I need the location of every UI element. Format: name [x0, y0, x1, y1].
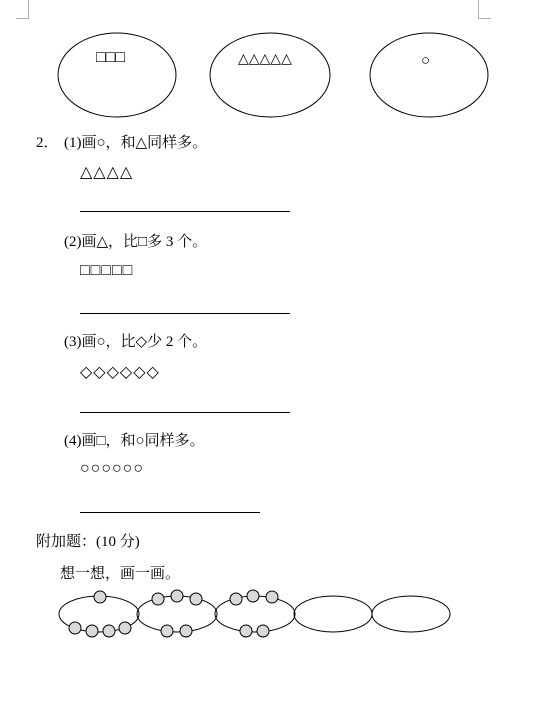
bead: [247, 590, 259, 602]
q2-part4-answer-line[interactable]: [80, 512, 260, 513]
bonus-instruction: 想一想，画一画。: [60, 566, 181, 582]
bead: [266, 591, 278, 603]
q2-part3-answer-line[interactable]: [80, 412, 290, 413]
q2-part4-prompt: (4)画□，和○同样多。: [64, 433, 205, 449]
q2-part1-shapes: △△△△: [80, 164, 134, 181]
top-oval-squares-shapes: □□□: [96, 49, 125, 66]
bonus-title: 附加题：(10 分): [36, 534, 140, 550]
oval-triangles: [210, 33, 330, 117]
bead: [161, 625, 173, 637]
bead-pattern: [59, 590, 450, 637]
q2-part3-prompt: (3)画○，比◇少 2 个。: [64, 334, 208, 350]
q2-part1-prompt: (1)画○，和△同样多。: [64, 135, 208, 151]
bead: [152, 593, 164, 605]
top-oval-circle-shape: ○: [421, 53, 432, 69]
oval-squares: [58, 33, 176, 117]
bead: [171, 590, 183, 602]
q2-part3-shapes: ◇◇◇◇◇◇: [80, 364, 160, 381]
bead: [94, 591, 106, 603]
bead: [103, 625, 115, 637]
q2-part2-answer-line[interactable]: [80, 313, 290, 314]
top-oval-triangles-shapes: △△△△△: [238, 52, 292, 67]
bead-oval-5-empty: [372, 596, 450, 632]
q2-part1-answer-line[interactable]: [80, 211, 290, 212]
q2-part2-shapes: □□□□□: [80, 262, 134, 279]
bead: [180, 625, 192, 637]
q2-part4-shapes: ○○○○○○: [80, 460, 144, 477]
question-number: 2．: [36, 135, 59, 151]
bead: [119, 622, 131, 634]
bead-oval-4-empty: [294, 596, 372, 632]
oval-circle: [370, 33, 488, 117]
bead: [86, 625, 98, 637]
bead: [257, 625, 269, 637]
bead: [190, 593, 202, 605]
bead: [230, 593, 242, 605]
bead: [69, 622, 81, 634]
q2-part2-prompt: (2)画△，比□多 3 个。: [64, 234, 208, 250]
bead: [240, 625, 252, 637]
